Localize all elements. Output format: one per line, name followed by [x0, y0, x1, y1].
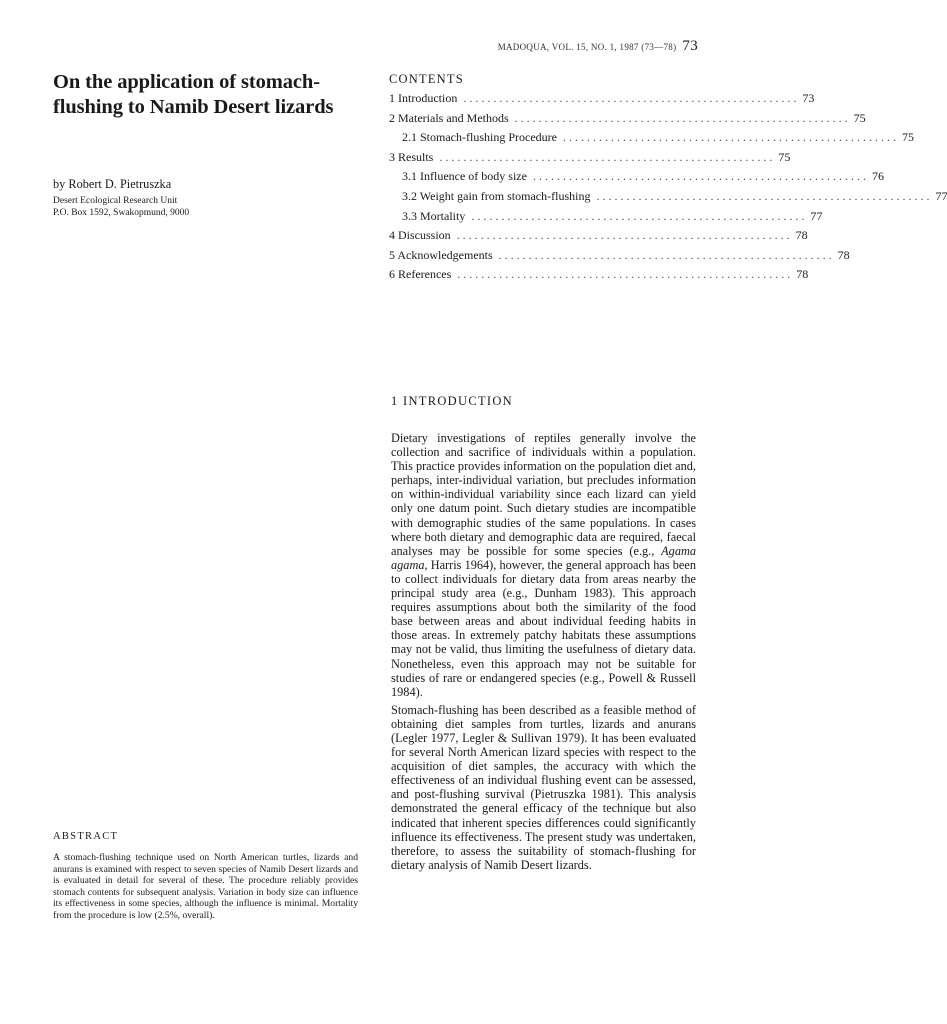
toc-leader-dots: ........................................................	[562, 130, 899, 145]
toc-leader-dots: ........................................................	[532, 169, 869, 184]
toc-entry	[389, 110, 866, 131]
page-number: 73	[682, 38, 698, 54]
toc-entry-label: 1 Introduction	[389, 91, 458, 105]
toc-entry	[389, 208, 823, 229]
toc-entry-label: 3.2 Weight gain from stomach-flushing	[402, 188, 591, 203]
article-title: On the application of stomach-flushing to Namib Desert lizards	[53, 71, 334, 118]
toc-entry-page: 78	[837, 247, 850, 262]
toc-entry-page: 78	[796, 267, 809, 282]
toc-entry-label: 5 Acknowledgements	[389, 247, 493, 262]
toc-leader-dots: ........................................................	[456, 228, 793, 243]
toc-entry-page: 77	[935, 188, 947, 203]
paragraph-text: Dietary investigations of reptiles generally involve the collection and sacrifice of individuals within a population. This practice provides information on the population diet and, perhaps, inter-individual variation, but precludes information on within-individual variability since each lizard can yield only one datum point. Such dietary studies are incompatible with demographic studies of the same populations. In cases where both dietary and demographic data are required, faecal analyses may be possible for some species (e.g.,	[391, 431, 696, 558]
introduction-body	[391, 431, 696, 876]
toc-entry-page: 75	[853, 110, 866, 125]
toc-entry-label: 2.1 Stomach-flushing Procedure	[402, 130, 557, 145]
toc-entry	[389, 267, 809, 287]
author-byline: by Robert D. Pietruszka	[53, 177, 172, 191]
species-name: Agama agama,	[391, 543, 696, 572]
toc-leader-dots: ........................................................	[471, 208, 808, 223]
journal-citation: MADOQUA, VOL. 15, NO. 1, 1987 (73—78)	[497, 42, 677, 52]
abstract-heading: ABSTRACT	[53, 831, 119, 842]
toc-entry	[389, 228, 808, 248]
toc-entry-page: 77	[810, 208, 823, 223]
introduction-paragraph	[391, 431, 696, 699]
toc-entry-page: 76	[871, 169, 884, 184]
table-of-contents	[389, 72, 947, 287]
introduction-heading: 1 INTRODUCTION	[391, 394, 514, 408]
toc-leader-dots: ........................................................	[457, 267, 794, 282]
toc-leader-dots: ........................................................	[514, 110, 851, 125]
toc-entry-label: 3.1 Influence of body size	[402, 169, 527, 184]
toc-entry	[389, 169, 884, 189]
toc-leader-dots: ........................................................	[596, 188, 933, 203]
toc-entry-page: 78	[795, 228, 808, 243]
affiliation-line: P.O. Box 1592, Swakopmund, 9000	[53, 208, 190, 218]
toc-entry	[389, 149, 791, 170]
running-head	[498, 38, 698, 55]
affiliation-line: Desert Ecological Research Unit	[53, 196, 178, 206]
toc-entry-page: 75	[778, 149, 791, 164]
introduction-paragraph: Stomach-flushing has been described as a feasible method of obtaining diet samples from turtles, lizards and anurans (Legler 1977, Legler & Sullivan 1979). It has been evaluated for several North American lizard species with respect to the acquisition of diet samples, the accuracy with which the effectiveness of an individual flushing event can be assessed, and post-flushing survival (Pietruszka 1981). This analysis demonstrated the general efficacy of the technique but also indicated that inherent species differences could significantly influence its effectiveness. The present study was undertaken, therefore, to assess the suitability of stomach-flushing for dietary analysis of Namib Desert lizards.	[391, 702, 696, 872]
toc-entry-label: 4 Discussion	[389, 228, 451, 243]
toc-entry	[389, 91, 815, 111]
author-affiliation	[53, 195, 365, 219]
paragraph-text: Harris 1964), however, the general approach has been to collect individuals for dietary data from areas nearby the principal study area (e.g., Dunham 1983). This approach requires assumptions about both the similarity of the food base between areas and about individual feeding habits in those areas. In extremely patchy habitats these assumptions may not be valid, thus limiting the usefulness of dietary data. Nonetheless, even this approach may not be suitable for studies of rare or endangered species (e.g., Powell & Russell 1984).	[391, 557, 696, 699]
toc-leader-dots: ........................................................	[463, 91, 800, 105]
toc-entry-label: 6 References	[389, 267, 452, 282]
toc-list	[389, 91, 947, 287]
toc-entry-page: 73	[802, 91, 815, 105]
toc-entry-label: 3.3 Mortality	[402, 208, 466, 223]
abstract-body: A stomach-flushing technique used on North American turtles, lizards and anurans is examined with respect to seven species of Namib Desert lizards and is evaluated in detail for several of these. The procedure reliably provides stomach contents for subsequent analysis. Variation in body size can influence its effectiveness in some species, although the influence is minimal. Mortality from the procedure is low (2.5%, overall).	[53, 852, 358, 921]
toc-entry-label: 2 Materials and Methods	[389, 110, 509, 125]
article-header	[53, 70, 365, 219]
contents-heading: CONTENTS	[389, 72, 464, 86]
toc-entry-label: 3 Results	[389, 149, 434, 164]
toc-entry	[389, 188, 947, 209]
toc-entry	[389, 130, 914, 150]
toc-leader-dots: ........................................................	[439, 149, 776, 164]
toc-entry-page: 75	[901, 130, 914, 145]
abstract-section	[53, 831, 358, 922]
toc-entry	[389, 247, 850, 268]
toc-leader-dots: ........................................................	[498, 247, 835, 262]
